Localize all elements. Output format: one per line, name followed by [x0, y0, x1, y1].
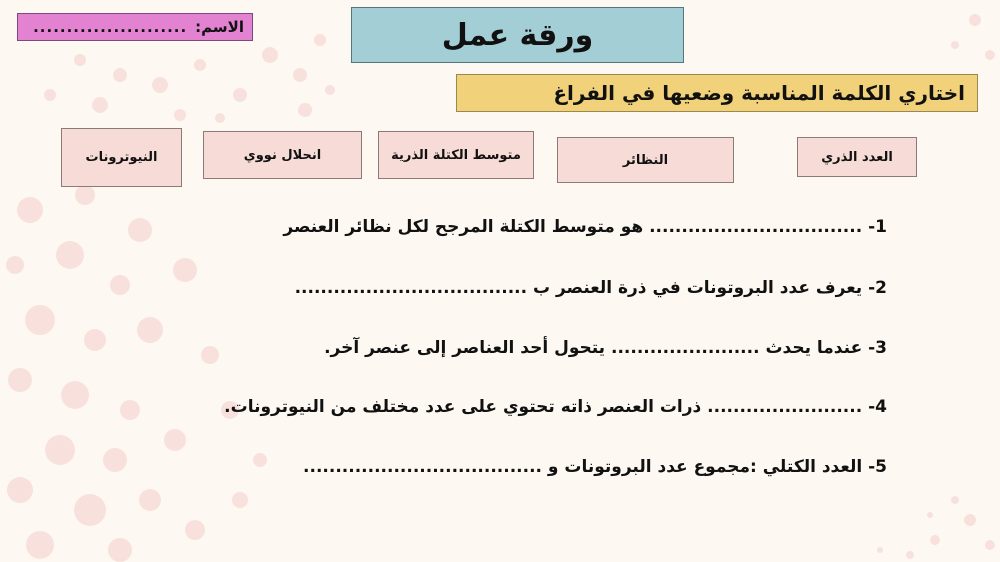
name-field[interactable]	[17, 13, 253, 41]
instruction-banner: اختاري الكلمة المناسبة وضعيها في الفراغ	[456, 74, 978, 112]
word-atomic-number[interactable]: العدد الذري	[797, 137, 917, 177]
question-1[interactable]: 1- ................................. هو متوسط الكتلة المرجح لكل نظائر العنصر	[283, 217, 887, 237]
word-neutrons[interactable]: النيوترونات	[61, 128, 182, 187]
question-2[interactable]: 2- يعرف عدد البروتونات في ذرة العنصر ب ....................................	[294, 278, 887, 298]
worksheet-title: ورقة عمل	[351, 7, 684, 63]
word-nuclear-decay[interactable]: انحلال نووي	[203, 131, 362, 179]
question-4[interactable]: 4- ........................ ذرات العنصر ذاته تحتوي على عدد مختلف من النيوترونات.	[224, 397, 887, 417]
name-label: الاسم:	[195, 18, 244, 36]
word-isotopes[interactable]: النظائر	[557, 137, 734, 183]
word-average-atomic-mass[interactable]: متوسط الكتلة الذرية	[378, 131, 534, 179]
question-3[interactable]: 3- عندما يحدث ....................... يتحول أحد العناصر إلى عنصر آخر.	[324, 338, 887, 358]
question-5[interactable]: 5- العدد الكتلي :مجموع عدد البروتونات و .....................................	[303, 457, 887, 477]
name-blank[interactable]: .......................	[33, 18, 188, 36]
